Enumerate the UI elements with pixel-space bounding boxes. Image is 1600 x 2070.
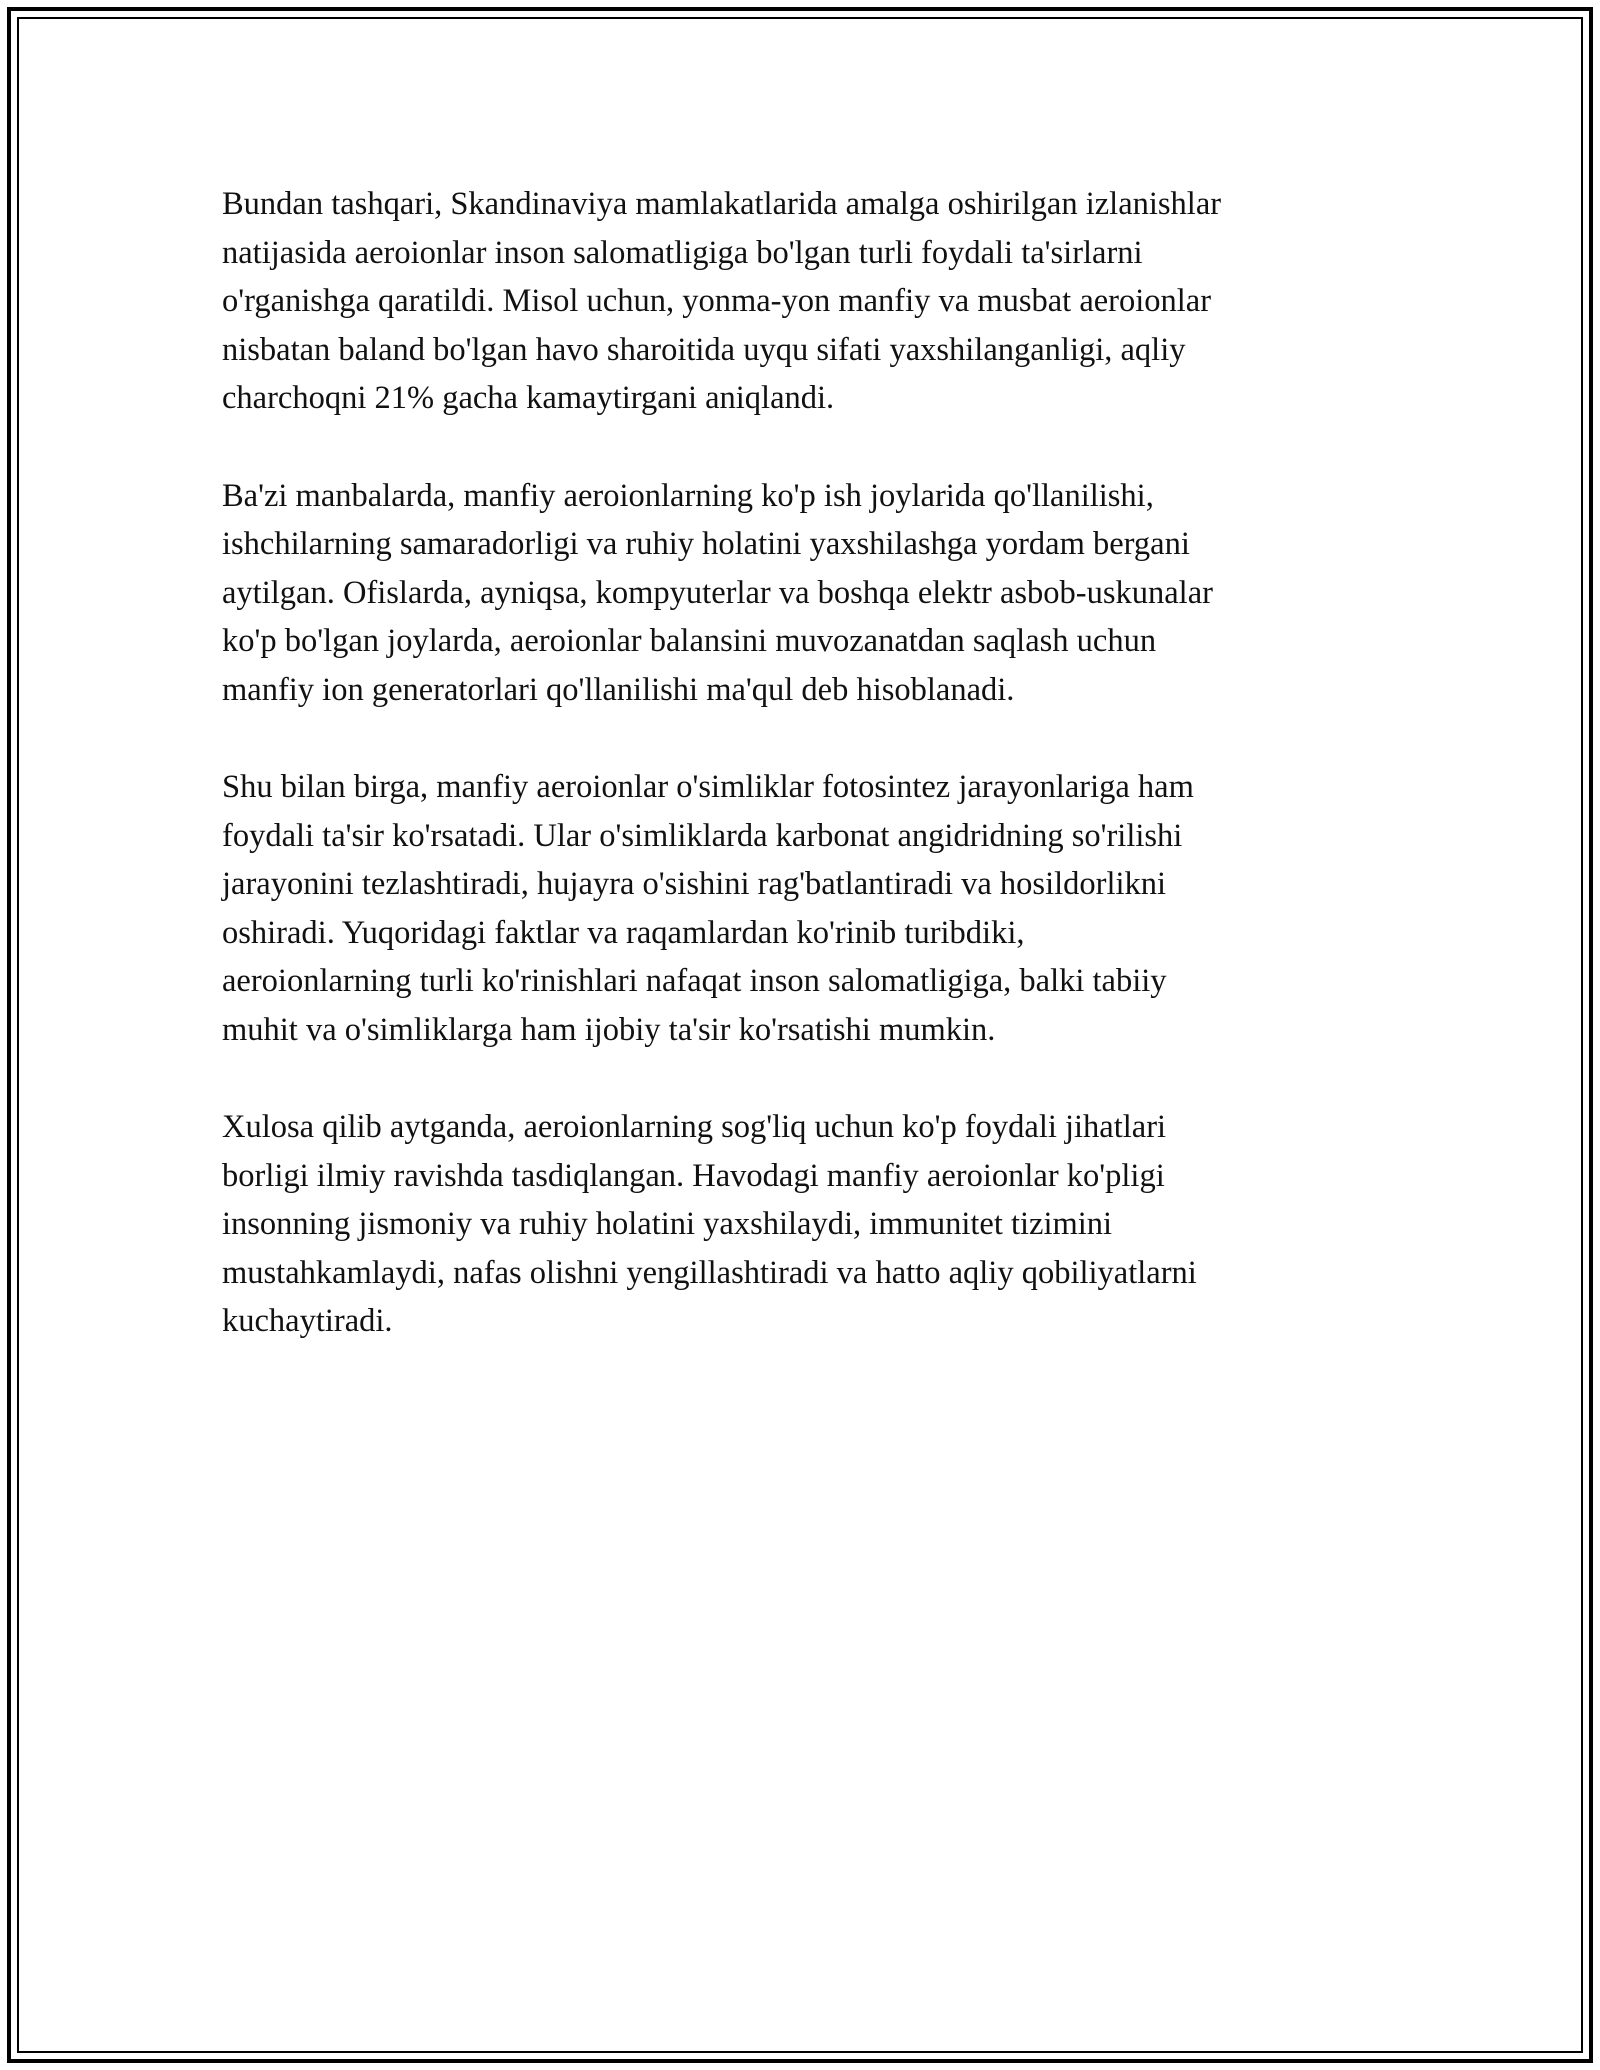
paragraph-4 bbox=[222, 1103, 1372, 1346]
text-line: manfiy ion generatorlari qo'llanilishi ma'qul deb hisoblanadi. bbox=[222, 671, 1015, 708]
text-line: insonning jismoniy va ruhiy holatini yaxshilaydi, immunitet tizimini bbox=[222, 1206, 1113, 1242]
text-line: aytilgan. Ofislarda, ayniqsa, kompyuterlar va boshqa elektr asbob-uskunalar bbox=[222, 574, 1213, 611]
text-line: kuchaytiradi. bbox=[222, 1303, 393, 1339]
text-line: borligi ilmiy ravishda tasdiqlangan. Havodagi manfiy aeroionlar ko'pligi bbox=[222, 1157, 1165, 1194]
text-line: mustahkamlaydi, nafas olishni yengillashtiradi va hatto aqliy qobiliyatlarni bbox=[222, 1254, 1197, 1291]
text-line: foydali ta'sir ko'rsatadi. Ular o'simliklarda karbonat angidridning so'rilishi bbox=[222, 817, 1183, 854]
paragraph-1 bbox=[222, 180, 1372, 423]
text-line: charchoqni 21% gacha kamaytirgani aniqlandi. bbox=[222, 380, 835, 416]
paragraph-2 bbox=[222, 472, 1372, 715]
text-line: natijasida aeroionlar inson salomatligiga bo'lgan turli foydali ta'sirlarni bbox=[222, 234, 1143, 271]
paragraph-3 bbox=[222, 763, 1372, 1054]
text-line: ishchilarning samaradorligi va ruhiy holatini yaxshilashga yordam bergani bbox=[222, 526, 1190, 562]
text-line: Xulosa qilib aytganda, aeroionlarning sog'liq uchun ko'p foydali jihatlari bbox=[222, 1109, 1167, 1145]
text-line: Ba'zi manbalarda, manfiy aeroionlarning ko'p ish joylarida qo'llanilishi, bbox=[222, 477, 1154, 514]
text-line: aeroionlarning turli ko'rinishlari nafaqat inson salomatligiga, balki tabiiy bbox=[222, 963, 1167, 999]
text-line: jarayonini tezlashtiradi, hujayra o'sishini rag'batlantiradi va hosildorlikni bbox=[222, 866, 1167, 902]
text-line: o'rganishga qaratildi. Misol uchun, yonma-yon manfiy va musbat aeroionlar bbox=[222, 283, 1212, 319]
text-line: nisbatan baland bo'lgan havo sharoitida uyqu sifati yaxshilanganligi, aqliy bbox=[222, 331, 1186, 368]
text-line: ko'p bo'lgan joylarda, aeroionlar balansini muvozanatdan saqlash uchun bbox=[222, 623, 1157, 659]
text-line: Bundan tashqari, Skandinaviya mamlakatlarida amalga oshirilgan izlanishlar bbox=[222, 186, 1222, 222]
document-body bbox=[222, 180, 1372, 1395]
text-line: oshiradi. Yuqoridagi faktlar va raqamlardan ko'rinib turibdiki, bbox=[222, 914, 1025, 951]
text-line: muhit va o'simliklarga ham ijobiy ta'sir ko'rsatishi mumkin. bbox=[222, 1011, 996, 1048]
text-line: Shu bilan birga, manfiy aeroionlar o'simliklar fotosintez jarayonlariga ham bbox=[222, 769, 1194, 805]
